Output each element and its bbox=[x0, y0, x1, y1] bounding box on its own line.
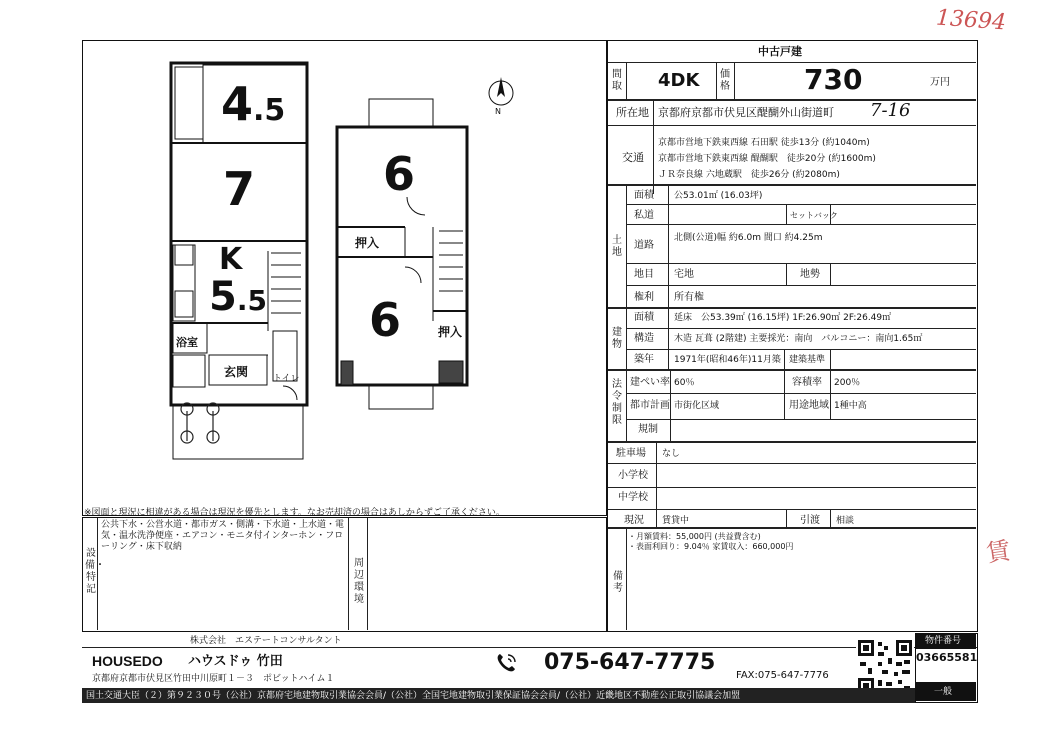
surroundings-label: 周辺環境 bbox=[354, 558, 364, 605]
chimoku-label: 地目 bbox=[634, 269, 654, 280]
handwritten-number: 13694 bbox=[935, 5, 1007, 36]
road-label: 道路 bbox=[634, 240, 654, 251]
handwritten-mark: 賃 bbox=[984, 536, 1013, 568]
oshiire-upper: 押入 bbox=[355, 236, 380, 250]
company-logo: HOUSEDO bbox=[92, 653, 163, 669]
location-value: 京都府京都市伏見区醍醐外山街道町 bbox=[658, 106, 834, 119]
status-value: 賃貸中 bbox=[662, 516, 690, 526]
yoto-label: 用途地域 bbox=[789, 400, 829, 411]
status-label: 現況 bbox=[624, 515, 644, 526]
yoseki-label: 容積率 bbox=[792, 377, 822, 388]
yoseki-value: 200％ bbox=[834, 378, 861, 388]
license-text: 国土交通大臣（２）第９２３０号（公社）京都府宅地建物取引業協会会員/（公社）全国宅地建物取引業保証協会会員/（公社）近畿地区不動産公正取引協議会加盟 bbox=[86, 691, 741, 701]
kenpei-label: 建ぺい率 bbox=[630, 377, 670, 388]
room-k: K bbox=[219, 242, 243, 277]
property-number-label: 物件番号 bbox=[925, 636, 962, 646]
handover-value: 相談 bbox=[836, 516, 855, 526]
company-fax: FAX:075-647-7776 bbox=[736, 670, 829, 681]
land-area-value: 公53.01㎡ (16.03坪) bbox=[674, 191, 763, 201]
structure-label: 構造 bbox=[634, 333, 654, 344]
remarks-line-1: ・月額賃料：55,000円 (共益費含む) bbox=[628, 532, 761, 541]
property-number-value: 03665581 bbox=[916, 651, 978, 664]
shido-label: 私道 bbox=[634, 210, 654, 221]
floor-plan-panel bbox=[82, 40, 607, 516]
transport-line-2: 京都市営地下鉄東西線 醍醐駅 徒歩20分 (約1600m) bbox=[658, 154, 876, 164]
road-value: 北側(公道)幅 約6.0m 間口 約4.25m bbox=[674, 233, 823, 243]
price-unit: 万円 bbox=[930, 77, 950, 88]
compass-label: N bbox=[495, 107, 501, 116]
transport-line-1: 京都市営地下鉄東西線 石田駅 徒歩13分 (約1040m) bbox=[658, 138, 870, 148]
junior-label: 中学校 bbox=[618, 492, 648, 503]
parking-value: なし bbox=[662, 449, 681, 459]
floor-plan-drawing bbox=[83, 41, 605, 511]
chisei-label: 地勢 bbox=[800, 269, 820, 280]
setback-label: セットバック bbox=[790, 211, 838, 220]
bld-area-label: 面積 bbox=[634, 312, 654, 323]
bath-label: 浴室 bbox=[176, 336, 198, 349]
room-4-5: 4.5 bbox=[221, 77, 286, 131]
kisei-label: 規制 bbox=[638, 424, 658, 435]
toilet-label: トイレ bbox=[273, 374, 300, 384]
room-6-upper: 6 bbox=[383, 147, 416, 201]
handover-label: 引渡 bbox=[800, 515, 820, 526]
phone-icon bbox=[494, 651, 518, 675]
notice-text: ※図面と現況に相違がある場合は現況を優先とします。なお売却済の場合はあしからずご了承ください。 bbox=[84, 508, 505, 518]
company-address: 京都府京都市伏見区竹田中川原町１－３ ポビットハイム１ bbox=[92, 674, 335, 684]
transport-label: 交通 bbox=[622, 151, 644, 164]
kenpei-value: 60％ bbox=[674, 378, 695, 388]
location-label: 所在地 bbox=[616, 106, 649, 119]
price-value: 730 bbox=[804, 63, 863, 96]
built-value: 1971年(昭和46年)11月築 bbox=[674, 355, 781, 365]
built-label: 築年 bbox=[634, 354, 654, 365]
room-k-5-5: 5.5 bbox=[209, 274, 267, 320]
price-label: 価格 bbox=[720, 69, 730, 92]
kenri-label: 権利 bbox=[634, 292, 654, 303]
land-area-label: 面積 bbox=[634, 190, 654, 201]
yoto-value: 1種中高 bbox=[834, 401, 867, 411]
spec-panel bbox=[607, 40, 978, 632]
location-handwritten: 7-16 bbox=[870, 100, 911, 121]
remarks-label: 備考 bbox=[613, 571, 623, 594]
bld-area-value: 延床 公53.39㎡ (16.15坪) 1F:26.90㎡ 2F:26.49㎡ bbox=[674, 313, 892, 323]
oshiire-lower: 押入 bbox=[438, 325, 463, 339]
room-7: 7 bbox=[223, 162, 256, 216]
building-label: 建物 bbox=[612, 327, 622, 350]
remarks-line-2: ・表面利回り：9.04％ 家賃収入：660,000円 bbox=[628, 542, 794, 551]
property-type: 一般 bbox=[934, 687, 953, 697]
equipment-label: 設備・特記 bbox=[85, 548, 105, 595]
category-label: 中古戸建 bbox=[758, 45, 802, 58]
equipment-text: 公共下水・公営水道・都市ガス・側溝・下水道・上水道・電気・温水洗浄便座・エアコン・モニタ付インターホン・フローリング・床下収納 bbox=[101, 520, 345, 552]
room-6-lower: 6 bbox=[369, 293, 402, 347]
toshi-value: 市街化区域 bbox=[674, 401, 720, 411]
elementary-label: 小学校 bbox=[618, 470, 648, 481]
transport-line-3: ＪＲ奈良線 六地蔵駅 徒歩26分 (約2080m) bbox=[658, 170, 840, 180]
land-label: 土地 bbox=[612, 235, 622, 258]
law-label: 法令制限 bbox=[612, 379, 622, 426]
kenri-value: 所有権 bbox=[674, 292, 704, 303]
chimoku-value: 宅地 bbox=[674, 269, 694, 280]
genkan-label: 玄関 bbox=[224, 365, 249, 379]
madori-value: 4DK bbox=[658, 70, 700, 91]
equipment-panel bbox=[82, 517, 607, 632]
company-corp: 株式会社 エステートコンサルタント bbox=[190, 636, 342, 646]
bicycle-icons bbox=[181, 403, 219, 443]
standard-label: 建築基準 bbox=[789, 355, 826, 365]
structure-value: 木造 瓦葺 (2階建) 主要採光：南向 バルコニー：南向1.65㎡ bbox=[674, 334, 923, 344]
company-brand: ハウスドゥ 竹田 bbox=[188, 654, 283, 669]
parking-label: 駐車場 bbox=[616, 448, 646, 459]
toshi-label: 都市計画 bbox=[630, 400, 670, 411]
company-phone: 075-647-7775 bbox=[544, 650, 716, 675]
property-number-box bbox=[915, 633, 978, 703]
madori-label: 間取 bbox=[612, 69, 622, 92]
